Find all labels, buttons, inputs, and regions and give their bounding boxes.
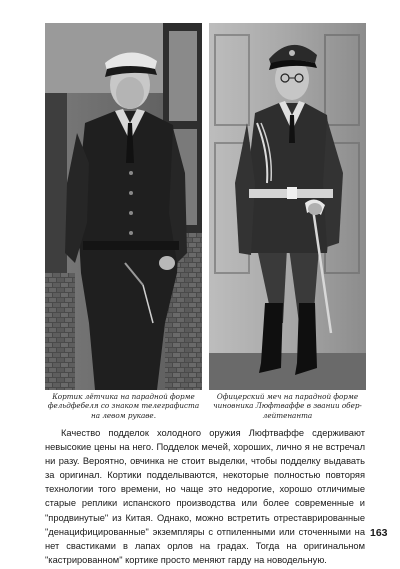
photo-officer-image (209, 23, 366, 390)
body-paragraph: Качество подделок холодного оружия Люфтваффе сдерживают невысокие цены на него. Подделок мечей, хороших, лично я не встречал ни разу. Вероятно, овчинка не стоит выделки, чтобы подделку выдавать за оригинал. Кортики подделываются, некоторые полностью повторяя технологии того времени, но чаще это недорогие, хорошо отличимые старые реплики испанского производства или более современные и "продвинутые" из Китая. Однако, можно встретить отреставрированные "денацифицированные" экземпляры с отпиленными или сточенными на нет свастиками в лапах орлов на градах. Тогда на оригинальном "кастрированном" кортике просто меняют гарду на новодельную. (45, 428, 365, 565)
photo-officer-with-sword (209, 23, 366, 390)
photo-caption-right: Офицерский меч на парадной форме чиновника Люфтваффе в звании обер-лейтенанта (213, 392, 362, 420)
body-text-block (45, 426, 365, 567)
page-number: 163 (370, 527, 388, 539)
photo-airman-image (45, 23, 202, 390)
photo-airman-with-dagger (45, 23, 202, 390)
photo-caption-left: Кортик лётчика на парадной форме фельдфебеля со знаком телеграфиста на левом рукаве. (47, 392, 200, 420)
